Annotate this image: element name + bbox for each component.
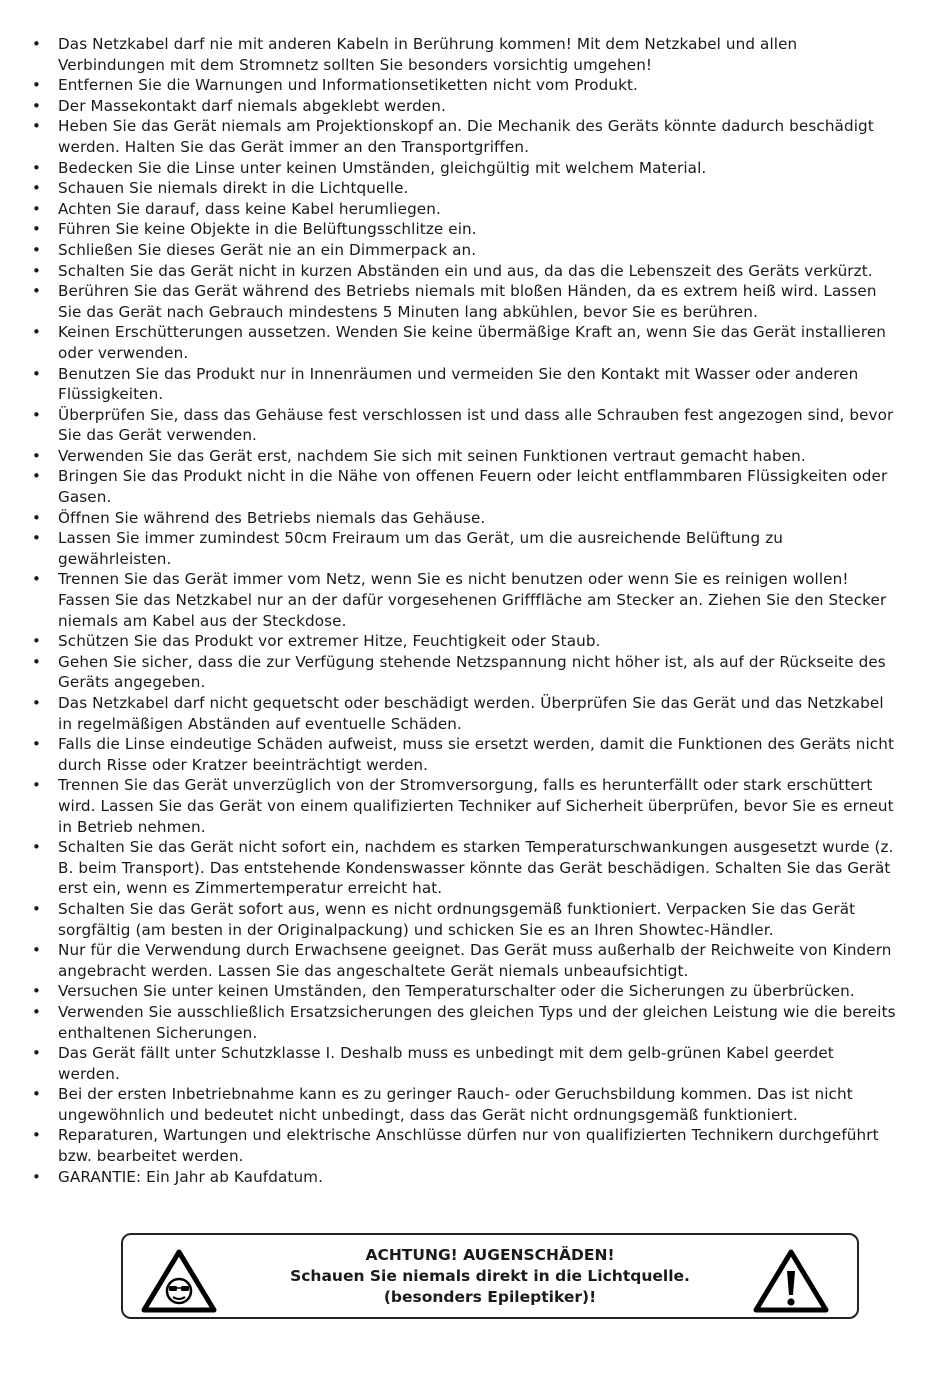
list-item bbox=[30, 466, 900, 507]
list-item-text: Schalten Sie das Gerät nicht sofort ein, nachdem es starken Temperaturschwankungen ausgesetzt wurde (z. B. beim Transport). Das entstehende Kondenswasser könnte das Gerät beschädigen. Schalten Sie das Gerät erst ein, wenn es Zimmertemperatur erreicht hat. bbox=[58, 838, 894, 898]
list-item bbox=[30, 1043, 900, 1084]
list-item-text: Falls die Linse eindeutige Schäden aufweist, muss sie ersetzt werden, damit die Funktionen des Geräts nicht durch Risse oder Kratzer beeinträchtigt werden. bbox=[58, 735, 895, 774]
list-item bbox=[30, 199, 900, 220]
warning-line: Schauen Sie niemals direkt in die Lichtquelle. bbox=[290, 1267, 690, 1285]
bullet: • bbox=[32, 1085, 41, 1104]
list-item-text: Das Netzkabel darf nie mit anderen Kabeln in Berührung kommen! Mit dem Netzkabel und allen Verbindungen mit dem Stromnetz sollten Sie besonders vorsichtig umgehen! bbox=[58, 35, 798, 74]
bullet: • bbox=[32, 405, 41, 424]
warning-line: (besonders Epileptiker)! bbox=[383, 1288, 597, 1306]
bullet: • bbox=[32, 117, 41, 136]
list-item bbox=[30, 281, 900, 322]
bullet: • bbox=[32, 35, 41, 53]
bullet: • bbox=[32, 158, 41, 177]
bullet: • bbox=[32, 76, 41, 95]
bullet: • bbox=[32, 1167, 41, 1186]
list-item-text: Lassen Sie immer zumindest 50cm Freiraum um das Gerät, um die ausreichende Belüftung zu gewährleisten. bbox=[58, 529, 783, 568]
list-item-text: Schalten Sie das Gerät nicht in kurzen Abständen ein und aus, da das die Lebenszeit des Geräts verkürzt. bbox=[58, 261, 873, 280]
list-item-text: Reparaturen, Wartungen und elektrische Anschlüsse dürfen nur von qualifizierten Technikern durchgeführt bzw. bearbeitet werden. bbox=[58, 1126, 879, 1166]
warning-heading: ACHTUNG! AUGENSCHÄDEN! bbox=[365, 1246, 615, 1264]
bullet: • bbox=[32, 96, 41, 115]
bullet: • bbox=[32, 261, 41, 280]
list-item-text: Benutzen Sie das Produkt nur in Innenräumen und vermeiden Sie den Kontakt mit Wasser oder anderen Flüssigkeiten. bbox=[58, 364, 859, 404]
bullet: • bbox=[32, 220, 41, 239]
bullet: • bbox=[32, 1044, 41, 1063]
list-item-text: Trennen Sie das Gerät unverzüglich von der Stromversorgung, falls es herunterfällt oder stark erschüttert wird. Lassen Sie das Gerät von einem qualifizierten Techniker auf Sicherheit überprüfen, bevor Sie es erneut in Betrieb nehmen. bbox=[58, 776, 894, 836]
bullet: • bbox=[32, 1126, 41, 1145]
list-item bbox=[30, 528, 900, 569]
list-item-text: Versuchen Sie unter keinen Umständen, den Temperaturschalter oder die Sicherungen zu überbrücken. bbox=[58, 982, 855, 1001]
list-item bbox=[30, 446, 900, 467]
bullet: • bbox=[32, 529, 41, 548]
bullet: • bbox=[32, 199, 41, 218]
list-item bbox=[30, 775, 900, 837]
bullet: • bbox=[32, 467, 41, 486]
bullet: • bbox=[32, 240, 41, 259]
list-item-text: Berühren Sie das Gerät während des Betriebs niemals mit bloßen Händen, da es extrem heiß wird. Lassen Sie das Gerät nach Gebrauch mindestens 5 Minuten lang abkühlen, bevor Sie es berühren. bbox=[58, 282, 877, 321]
list-item bbox=[30, 405, 900, 446]
list-item bbox=[30, 34, 900, 75]
list-item-text: Achten Sie darauf, dass keine Kabel herumliegen. bbox=[58, 199, 441, 218]
list-item bbox=[30, 837, 900, 899]
bullet: • bbox=[32, 652, 41, 671]
list-item bbox=[30, 652, 900, 693]
bullet: • bbox=[32, 694, 41, 712]
list-item bbox=[30, 219, 900, 240]
list-item bbox=[30, 1167, 900, 1188]
list-item bbox=[30, 1002, 900, 1043]
list-item bbox=[30, 693, 900, 734]
list-item-text: Öffnen Sie während des Betriebs niemals das Gehäuse. bbox=[58, 508, 486, 527]
list-item bbox=[30, 631, 900, 652]
list-item bbox=[30, 75, 900, 96]
list-item-text: Das Gerät fällt unter Schutzklasse I. Deshalb muss es unbedingt mit dem gelb-grünen Kabel geerdet werden. bbox=[58, 1044, 834, 1083]
bullet: • bbox=[32, 899, 41, 918]
bullet: • bbox=[32, 446, 41, 465]
list-item-text: Führen Sie keine Objekte in die Belüftungsschlitze ein. bbox=[58, 220, 477, 239]
bullet: • bbox=[32, 364, 41, 383]
list-item-text: Überprüfen Sie, dass das Gehäuse fest verschlossen ist und dass alle Schrauben fest angezogen sind, bevor Sie das Gerät verwenden. bbox=[58, 405, 894, 445]
safety-instructions-list bbox=[30, 34, 900, 1187]
list-item-text: Schließen Sie dieses Gerät nie an ein Dimmerpack an. bbox=[58, 240, 477, 259]
bullet: • bbox=[32, 838, 41, 857]
list-item-text: Bei der ersten Inbetriebnahme kann es zu geringer Rauch- oder Geruchsbildung kommen. Das ist nicht ungewöhnlich und bedeutet nicht unbedingt, dass das Gerät nicht ordnungsgemäß funktioniert. bbox=[58, 1085, 853, 1124]
list-item bbox=[30, 158, 900, 179]
list-item bbox=[30, 569, 900, 631]
list-item-text: Verwenden Sie ausschließlich Ersatzsicherungen des gleichen Typs und der gleichen Leistung wie die bereits enthaltenen Sicherungen. bbox=[58, 1002, 896, 1042]
list-item bbox=[30, 364, 900, 405]
list-item-text: Trennen Sie das Gerät immer vom Netz, wenn Sie es nicht benutzen oder wenn Sie es reinigen wollen! Fassen Sie das Netzkabel nur an der dafür vorgesehenen Grifffläche am Stecker an. Ziehen Sie den Stecker niemals am Kabel aus der Steckdose. bbox=[58, 570, 887, 630]
bullet: • bbox=[32, 735, 41, 754]
list-item-text: Keinen Erschütterungen aussetzen. Wenden Sie keine übermäßige Kraft an, wenn Sie das Gerät installieren oder verwenden. bbox=[58, 323, 887, 362]
list-item bbox=[30, 322, 900, 363]
list-item bbox=[30, 261, 900, 282]
bullet: • bbox=[32, 323, 41, 342]
list-item-text: GARANTIE: Ein Jahr ab Kaufdatum. bbox=[58, 1167, 323, 1186]
bullet: • bbox=[32, 632, 41, 651]
eye-damage-warning-box bbox=[121, 1233, 859, 1319]
list-item bbox=[30, 240, 900, 261]
list-item-text: Verwenden Sie das Gerät erst, nachdem Sie sich mit seinen Funktionen vertraut gemacht haben. bbox=[58, 446, 806, 465]
bullet: • bbox=[32, 982, 41, 1001]
bullet: • bbox=[32, 941, 41, 960]
warning-text bbox=[253, 1245, 727, 1308]
list-item-text: Schützen Sie das Produkt vor extremer Hitze, Feuchtigkeit oder Staub. bbox=[58, 632, 601, 651]
list-item bbox=[30, 1125, 900, 1166]
list-item bbox=[30, 940, 900, 981]
bullet: • bbox=[32, 282, 41, 301]
eye-damage-warning-icon bbox=[141, 1249, 217, 1313]
list-item bbox=[30, 899, 900, 940]
list-item-text: Bringen Sie das Produkt nicht in die Nähe von offenen Feuern oder leicht entflammbaren Flüssigkeiten oder Gasen. bbox=[58, 467, 888, 507]
list-item-text: Schalten Sie das Gerät sofort aus, wenn es nicht ordnungsgemäß funktioniert. Verpacken Sie das Gerät sorgfältig (am besten in der Originalpackung) und schicken Sie es an Ihren Showtec-Händler. bbox=[58, 899, 856, 939]
list-item bbox=[30, 508, 900, 529]
list-item bbox=[30, 116, 900, 157]
list-item bbox=[30, 96, 900, 117]
list-item-text: Der Massekontakt darf niemals abgeklebt werden. bbox=[58, 96, 446, 115]
bullet: • bbox=[32, 179, 41, 198]
list-item bbox=[30, 734, 900, 775]
bullet: • bbox=[32, 776, 41, 795]
list-item bbox=[30, 981, 900, 1002]
list-item-text: Das Netzkabel darf nicht gequetscht oder beschädigt werden. Überprüfen Sie das Gerät und das Netzkabel in regelmäßigen Abständen auf eventuelle Schäden. bbox=[58, 694, 884, 733]
list-item-text: Nur für die Verwendung durch Erwachsene geeignet. Das Gerät muss außerhalb der Reichweite von Kindern angebracht werden. Lassen Sie das angeschaltete Gerät niemals unbeaufsichtigt. bbox=[58, 941, 892, 980]
bullet: • bbox=[32, 1002, 41, 1021]
bullet: • bbox=[32, 508, 41, 527]
list-item-text: Schauen Sie niemals direkt in die Lichtquelle. bbox=[58, 179, 409, 198]
bullet: • bbox=[32, 570, 41, 589]
list-item-text: Gehen Sie sicher, dass die zur Verfügung stehende Netzspannung nicht höher ist, als auf der Rückseite des Geräts angegeben. bbox=[58, 652, 886, 692]
exclamation-warning-icon bbox=[753, 1249, 829, 1313]
list-item-text: Entfernen Sie die Warnungen und Informationsetiketten nicht vom Produkt. bbox=[58, 76, 638, 95]
list-item-text: Heben Sie das Gerät niemals am Projektionskopf an. Die Mechanik des Geräts könnte dadurch beschädigt werden. Halten Sie das Gerät immer an den Transportgriffen. bbox=[58, 117, 874, 156]
list-item bbox=[30, 178, 900, 199]
list-item bbox=[30, 1084, 900, 1125]
list-item-text: Bedecken Sie die Linse unter keinen Umständen, gleichgültig mit welchem Material. bbox=[58, 158, 707, 177]
